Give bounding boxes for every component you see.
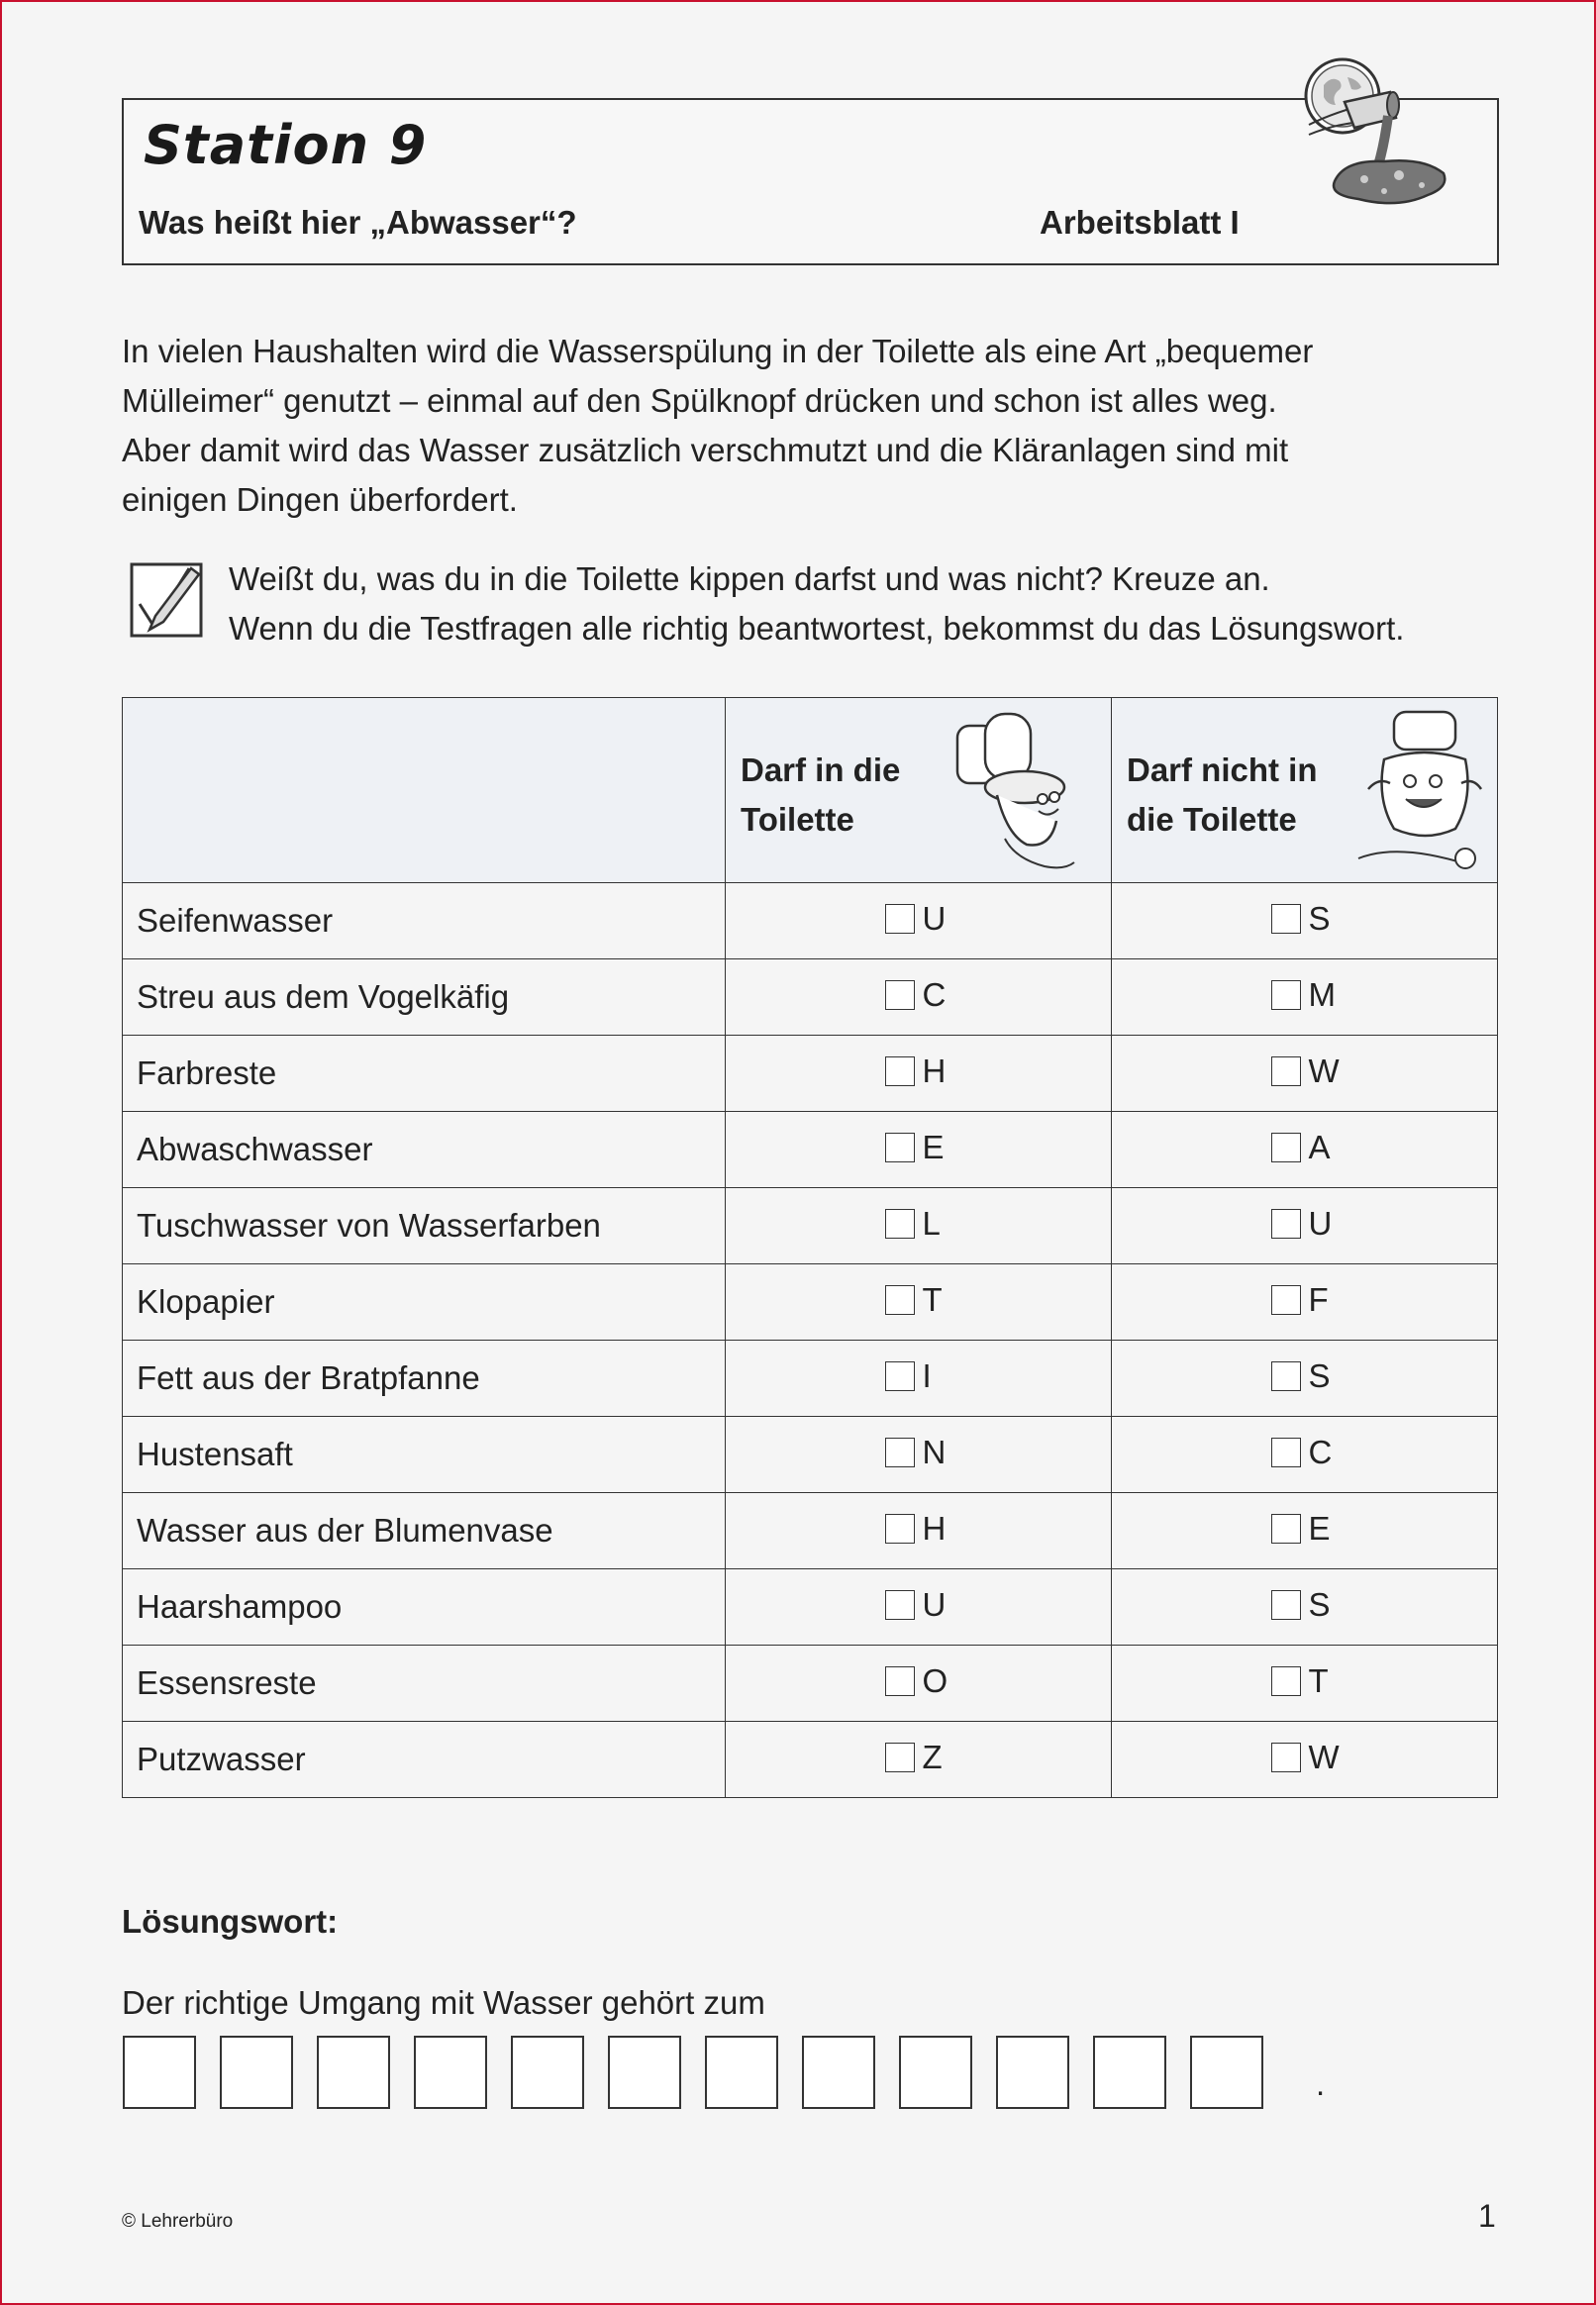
option xyxy=(885,976,952,1014)
option-letter: U xyxy=(922,1586,947,1623)
option-allowed-cell xyxy=(726,1417,1112,1493)
checkbox-not-allowed[interactable] xyxy=(1271,1743,1301,1772)
option-letter: C xyxy=(1308,1434,1333,1470)
option xyxy=(1271,1510,1339,1548)
table-row xyxy=(123,1569,1498,1646)
item-label: Essensreste xyxy=(123,1646,726,1722)
header-allowed xyxy=(726,698,1112,883)
checkbox-allowed[interactable] xyxy=(885,904,915,934)
intro-line: Aber damit wird das Wasser zusätzlich verschmutzt und die Kläranlagen sind mit xyxy=(122,432,1289,468)
option-not-allowed-cell xyxy=(1112,1264,1498,1341)
option-not-allowed-cell xyxy=(1112,1569,1498,1646)
pencil-checkbox-icon xyxy=(130,560,205,640)
option-not-allowed-cell xyxy=(1112,959,1498,1036)
sad-toilet-icon xyxy=(1354,710,1483,878)
header-line: Darf in die xyxy=(741,752,901,788)
option xyxy=(885,900,952,938)
item-label: Hustensaft xyxy=(123,1417,726,1493)
checkbox-allowed[interactable] xyxy=(885,980,915,1010)
option xyxy=(885,1281,952,1319)
solution-sentence: Der richtige Umgang mit Wasser gehört zum xyxy=(122,1984,765,2021)
intro-line: In vielen Haushalten wird die Wasserspülung in der Toilette als eine Art „bequemer xyxy=(122,333,1314,369)
drain-pipe-icon xyxy=(1305,90,1453,214)
item-label: Abwaschwasser xyxy=(123,1112,726,1188)
intro-line: Mülleimer“ genutzt – einmal auf den Spülknopf drücken und schon ist alles weg. xyxy=(122,382,1277,419)
item-label: Streu aus dem Vogelkäfig xyxy=(123,959,726,1036)
option-letter: U xyxy=(1308,1205,1333,1242)
solution-period: . xyxy=(1316,2065,1326,2102)
option-allowed-cell xyxy=(726,883,1112,959)
option xyxy=(885,1052,952,1090)
checkbox-not-allowed[interactable] xyxy=(1271,1438,1301,1467)
checkbox-allowed[interactable] xyxy=(885,1285,915,1315)
option xyxy=(885,1129,952,1166)
option-allowed-cell xyxy=(726,1264,1112,1341)
answer-letter-box[interactable] xyxy=(414,2036,487,2109)
task-line: Wenn du die Testfragen alle richtig beantwortest, bekommst du das Lösungswort. xyxy=(229,610,1405,647)
option-not-allowed-cell xyxy=(1112,1188,1498,1264)
option xyxy=(1271,976,1339,1014)
quiz-table-body xyxy=(123,883,1498,1798)
option-not-allowed-cell xyxy=(1112,883,1498,959)
checkbox-allowed[interactable] xyxy=(885,1209,915,1239)
option-allowed-cell xyxy=(726,1341,1112,1417)
option-letter: T xyxy=(1308,1662,1329,1699)
copyright: © Lehrerbüro xyxy=(122,2211,234,2232)
option-allowed-cell xyxy=(726,1112,1112,1188)
option-letter: E xyxy=(922,1129,945,1165)
option xyxy=(885,1662,952,1700)
answer-letter-box[interactable] xyxy=(996,2036,1069,2109)
option-letter: H xyxy=(922,1510,947,1547)
intro-line: einigen Dingen überfordert. xyxy=(122,481,518,518)
option-letter: S xyxy=(1308,1357,1331,1394)
checkbox-not-allowed[interactable] xyxy=(1271,980,1301,1010)
option-not-allowed-cell xyxy=(1112,1722,1498,1798)
option xyxy=(1271,1052,1339,1090)
header-line: die Toilette xyxy=(1127,801,1297,838)
item-label: Putzwasser xyxy=(123,1722,726,1798)
option xyxy=(1271,1281,1339,1319)
option xyxy=(1271,1434,1339,1471)
table-row xyxy=(123,1264,1498,1341)
table-row xyxy=(123,883,1498,959)
task-line: Weißt du, was du in die Toilette kippen darfst und was nicht? Kreuze an. xyxy=(229,560,1270,597)
answer-letter-box[interactable] xyxy=(511,2036,584,2109)
answer-letter-box[interactable] xyxy=(608,2036,681,2109)
option-not-allowed-cell xyxy=(1112,1646,1498,1722)
option-letter: O xyxy=(922,1662,948,1699)
station-header xyxy=(122,98,1499,265)
table-row xyxy=(123,1112,1498,1188)
option-letter: W xyxy=(1308,1739,1340,1775)
checkbox-not-allowed[interactable] xyxy=(1271,1285,1301,1315)
option-letter: L xyxy=(922,1205,941,1242)
option xyxy=(885,1205,952,1243)
checkbox-allowed[interactable] xyxy=(885,1743,915,1772)
happy-toilet-icon xyxy=(955,708,1094,876)
option-letter: Z xyxy=(922,1739,943,1775)
option xyxy=(1271,1662,1339,1700)
header-not-allowed xyxy=(1112,698,1498,883)
option xyxy=(885,1586,952,1624)
header-line: Toilette xyxy=(741,801,854,838)
table-row xyxy=(123,1417,1498,1493)
table-row xyxy=(123,959,1498,1036)
option-allowed-cell xyxy=(726,1036,1112,1112)
checkbox-not-allowed[interactable] xyxy=(1271,1361,1301,1391)
option-allowed-cell xyxy=(726,1569,1112,1646)
option-not-allowed-cell xyxy=(1112,1112,1498,1188)
checkbox-not-allowed[interactable] xyxy=(1271,1514,1301,1544)
option-letter: U xyxy=(922,900,947,937)
checkbox-not-allowed[interactable] xyxy=(1271,1590,1301,1620)
header-not-allowed-label xyxy=(1127,746,1318,845)
page-number: 1 xyxy=(1478,2198,1496,2234)
quiz-table xyxy=(122,697,1498,1798)
table-row xyxy=(123,1722,1498,1798)
checkbox-allowed[interactable] xyxy=(885,1666,915,1696)
header-empty-cell xyxy=(123,698,726,883)
table-row xyxy=(123,1341,1498,1417)
item-label: Klopapier xyxy=(123,1264,726,1341)
option-letter: C xyxy=(922,976,947,1013)
option xyxy=(885,1357,952,1395)
item-label: Fett aus der Bratpfanne xyxy=(123,1341,726,1417)
worksheet-label: Arbeitsblatt I xyxy=(1040,204,1240,241)
answer-letter-box[interactable] xyxy=(1190,2036,1263,2109)
checkbox-not-allowed[interactable] xyxy=(1271,1133,1301,1162)
option-letter: E xyxy=(1308,1510,1331,1547)
header-line: Darf nicht in xyxy=(1127,752,1318,788)
checkbox-allowed[interactable] xyxy=(885,1361,915,1391)
checkbox-not-allowed[interactable] xyxy=(1271,1056,1301,1086)
answer-letter-box[interactable] xyxy=(220,2036,293,2109)
option xyxy=(885,1510,952,1548)
option-letter: W xyxy=(1308,1052,1340,1089)
option xyxy=(1271,1739,1339,1776)
option-letter: S xyxy=(1308,1586,1331,1623)
solution-title: Lösungswort: xyxy=(122,1903,339,1940)
option-letter: I xyxy=(922,1357,932,1394)
item-label: Haarshampoo xyxy=(123,1569,726,1646)
answer-letter-box[interactable] xyxy=(705,2036,778,2109)
item-label: Farbreste xyxy=(123,1036,726,1112)
answer-letter-box[interactable] xyxy=(317,2036,390,2109)
header-allowed-label xyxy=(741,746,900,845)
option-not-allowed-cell xyxy=(1112,1341,1498,1417)
option-letter: M xyxy=(1308,976,1336,1013)
task-instructions xyxy=(229,554,1404,653)
option-not-allowed-cell xyxy=(1112,1036,1498,1112)
option-allowed-cell xyxy=(726,1493,1112,1569)
option xyxy=(1271,1205,1339,1243)
option xyxy=(885,1434,952,1471)
option-letter: T xyxy=(922,1281,943,1318)
checkbox-not-allowed[interactable] xyxy=(1271,904,1301,934)
item-label: Seifenwasser xyxy=(123,883,726,959)
option xyxy=(1271,900,1339,938)
station-title: Station 9 xyxy=(144,114,428,176)
table-row xyxy=(123,1646,1498,1722)
checkbox-allowed[interactable] xyxy=(885,1590,915,1620)
option-letter: H xyxy=(922,1052,947,1089)
answer-letter-box[interactable] xyxy=(899,2036,972,2109)
intro-text xyxy=(122,327,1508,525)
item-label: Wasser aus der Blumenvase xyxy=(123,1493,726,1569)
checkbox-not-allowed[interactable] xyxy=(1271,1666,1301,1696)
option xyxy=(1271,1357,1339,1395)
option-allowed-cell xyxy=(726,1722,1112,1798)
checkbox-allowed[interactable] xyxy=(885,1056,915,1086)
option-letter: N xyxy=(922,1434,947,1470)
option xyxy=(1271,1129,1339,1166)
checkbox-allowed[interactable] xyxy=(885,1514,915,1544)
answer-letter-box[interactable] xyxy=(802,2036,875,2109)
table-header-row xyxy=(123,698,1498,883)
table-row xyxy=(123,1493,1498,1569)
table-row xyxy=(123,1188,1498,1264)
option xyxy=(885,1739,952,1776)
answer-letter-box[interactable] xyxy=(1093,2036,1166,2109)
option-letter: A xyxy=(1308,1129,1331,1165)
option-allowed-cell xyxy=(726,1646,1112,1722)
option-allowed-cell xyxy=(726,959,1112,1036)
option-not-allowed-cell xyxy=(1112,1417,1498,1493)
option-allowed-cell xyxy=(726,1188,1112,1264)
checkbox-allowed[interactable] xyxy=(885,1133,915,1162)
checkbox-not-allowed[interactable] xyxy=(1271,1209,1301,1239)
option-letter: S xyxy=(1308,900,1331,937)
option-not-allowed-cell xyxy=(1112,1493,1498,1569)
option-letter: F xyxy=(1308,1281,1329,1318)
item-label: Tuschwasser von Wasserfarben xyxy=(123,1188,726,1264)
checkbox-allowed[interactable] xyxy=(885,1438,915,1467)
option xyxy=(1271,1586,1339,1624)
solution-boxes xyxy=(123,2036,1263,2109)
answer-letter-box[interactable] xyxy=(123,2036,196,2109)
table-row xyxy=(123,1036,1498,1112)
sheet-subtitle: Was heißt hier „Abwasser“? xyxy=(139,204,577,241)
